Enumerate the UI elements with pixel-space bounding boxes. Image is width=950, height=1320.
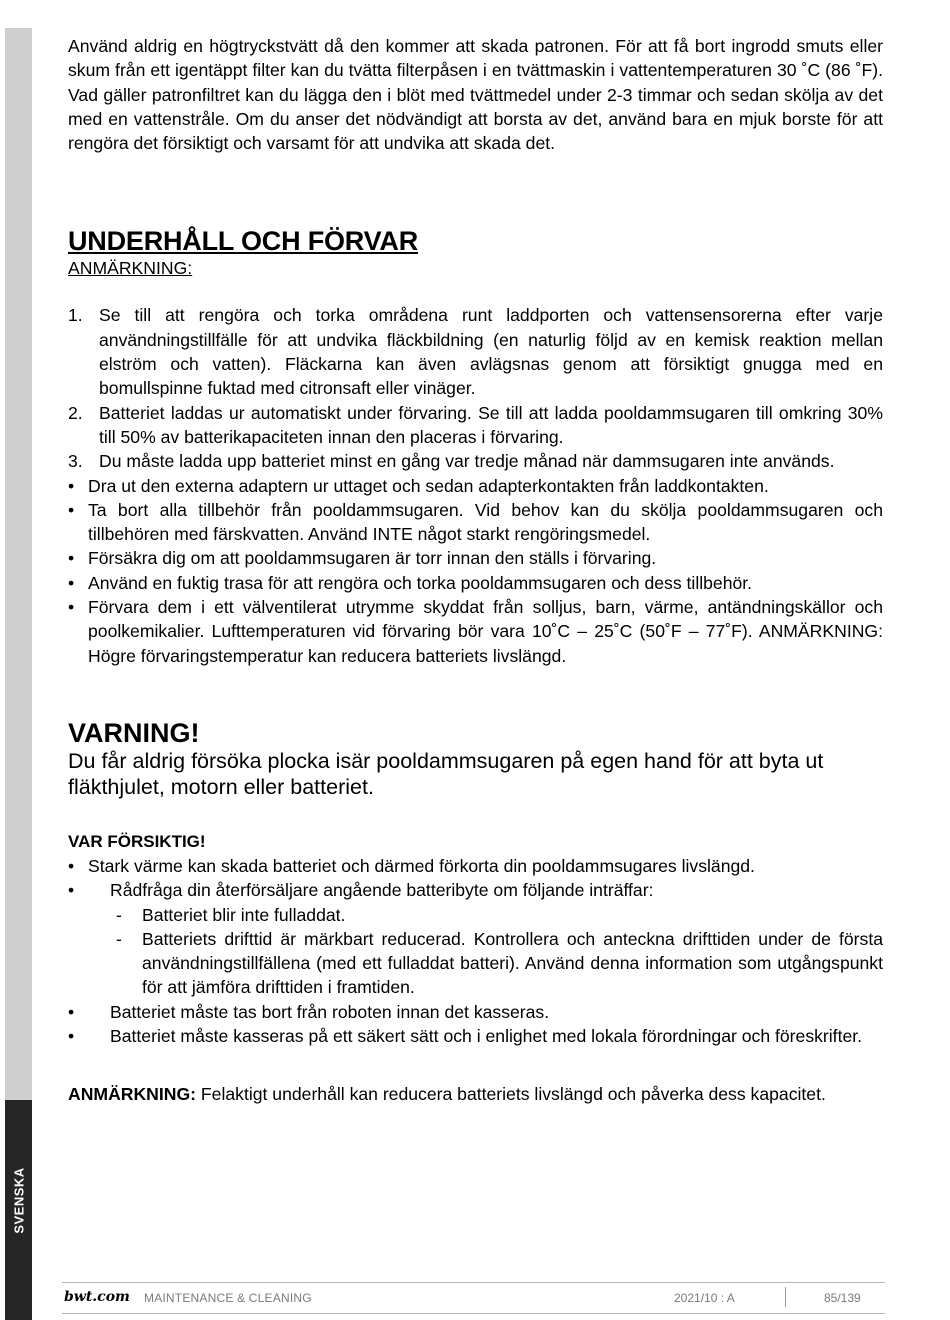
numbered-list [68,303,883,473]
list-item [68,546,883,570]
final-note-label: ANMÄRKNING: [68,1084,197,1105]
item-text: Batteriet måste kasseras på ett säkert sätt och i enlighet med lokala förordningar och föreskrifter. [110,1026,863,1047]
list-item [68,449,883,473]
bullet-icon: • [68,880,75,901]
item-text: Använd en fuktig trasa för att rengöra och torka pooldammsugaren och dess tillbehör. [88,572,753,593]
list-item [68,1000,883,1024]
list-item [68,474,883,498]
maintenance-bullet-list [68,474,883,668]
footer-section: MAINTENANCE & CLEANING [144,1291,312,1305]
item-text: Förvara dem i ett välventilerat utrymme skyddat från solljus, barn, värme, antändningskällor och poolkemikalier. Lufttemperaturen vid förvaring bör vara 10˚C – 25˚C (50˚F – 77˚F). ANMÄRKNING: Högre förvaringstemperatur kan reducera batteriets livslängd. [88,597,883,666]
dash-list [68,903,883,1000]
dash-icon: - [116,904,122,925]
item-text: Ta bort alla tillbehör från pooldammsugaren. Vid behov kan du skölja pooldammsugaren och tillbehören med färskvatten. Använd INTE något starkt rengöringsmedel. [88,499,883,545]
item-text: Batteriets drifttid är märkbart reducerad. Kontrollera och anteckna drifttiden under de första användningstillfällena (med ett fulladdat batteri). Använd denna information som utgångspunkt för att jämföra drifttiden i framtiden. [142,928,883,998]
item-text: Du måste ladda upp batteriet minst en gång var tredje månad när dammsugaren inte används. [99,451,835,472]
side-tab-strip [5,28,32,1100]
list-item [68,878,883,902]
bullet-icon: • [68,1026,75,1047]
list-item [68,303,883,400]
list-item [68,571,883,595]
list-item [68,1024,883,1048]
list-item [116,903,883,927]
brand-logo: bwt.com [64,1289,130,1305]
item-text: Batteriet måste tas bort från roboten innan det kasseras. [110,1001,550,1022]
item-text: Stark värme kan skada batteriet och därmed förkorta din pooldammsugares livslängd. [88,855,755,876]
warning-text: Du får aldrig försöka plocka isär pooldammsugaren på egen hand för att byta ut fläkthjulet, motorn eller batteriet. [68,748,824,799]
item-text: Batteriet blir inte fulladdat. [142,904,346,925]
final-note [68,1078,883,1111]
caution-heading: VAR FÖRSIKTIG! [68,831,206,851]
caution-first-list [68,854,883,878]
final-note-text: Felaktigt underhåll kan reducera batteriets livslängd och påverka dess kapacitet. [196,1084,826,1105]
maintenance-heading: UNDERHÅLL OCH FÖRVAR [68,226,419,257]
item-text: Rådfråga din återförsäljare angående batteribyte om följande inträffar: [110,880,654,901]
footer-date: 2021/10 : A [674,1291,735,1305]
list-item [116,927,883,1000]
list-item [68,401,883,450]
bullet-icon: • [68,597,75,618]
side-tab-label [4,1165,34,1235]
warning-heading: VARNING! [68,717,200,748]
item-number: 3. [68,451,83,472]
item-text: Batteriet laddas ur automatiskt under förvaring. Se till att ladda pooldammsugaren till omkring 30% till 50% av batterikapaciteten innan den placeras i förvaring. [99,402,883,447]
list-item [68,498,883,547]
bullet-icon: • [68,548,75,569]
bullet-icon: • [68,855,75,876]
bullet-icon: • [68,475,75,496]
page-footer [62,1282,885,1314]
note-label: ANMÄRKNING: [68,258,193,279]
language-label: SVENSKA [11,1166,27,1234]
page-content [68,34,883,1111]
list-item [68,595,883,668]
item-text: Försäkra dig om att pooldammsugaren är torr innan den ställs i förvaring. [88,548,657,569]
footer-divider [785,1287,786,1307]
list-item [68,854,883,878]
item-text: Se till att rengöra och torka områdena runt laddporten och vattensensorerna efter varje användningstillfälle för att undvika fläckbildning (en naturlig följd av en kemisk reaktion mellan elström och vatten). Fläckarna kan även avlägsnas genom att försiktigt gnugga med en bomullspinne fuktad med citronsaft eller vinäger. [99,305,883,399]
item-text: Dra ut den externa adaptern ur uttaget och sedan adapterkontakten från laddkontakten. [88,475,769,496]
intro-paragraph: Använd aldrig en högtryckstvätt då den kommer att skada patronen. För att få bort ingrodd smuts eller skum från ett igentäppt filter kan du tvätta filterpåsen i en tvättmaskin i vattentemperaturen 30 ˚C (86 ˚F). Vad gäller patronfiltret kan du lägga den i blöt med tvättmedel under 2-3 timmar och sedan skölja av det med en vattenstråle. Om du anser det nödvändigt att borsta av det, använd bara en mjuk borste för att rengöra det försiktigt och varsamt för att undvika att skada det. [68,36,883,154]
bullet-icon: • [68,499,75,520]
bullet-icon: • [68,1001,75,1022]
caution-more-list [68,1000,883,1049]
item-number: 2. [68,402,83,423]
page-number: 85/139 [824,1291,861,1305]
dash-icon: - [116,928,122,949]
item-number: 1. [68,305,83,326]
caution-second-list [68,878,883,902]
bullet-icon: • [68,572,75,593]
